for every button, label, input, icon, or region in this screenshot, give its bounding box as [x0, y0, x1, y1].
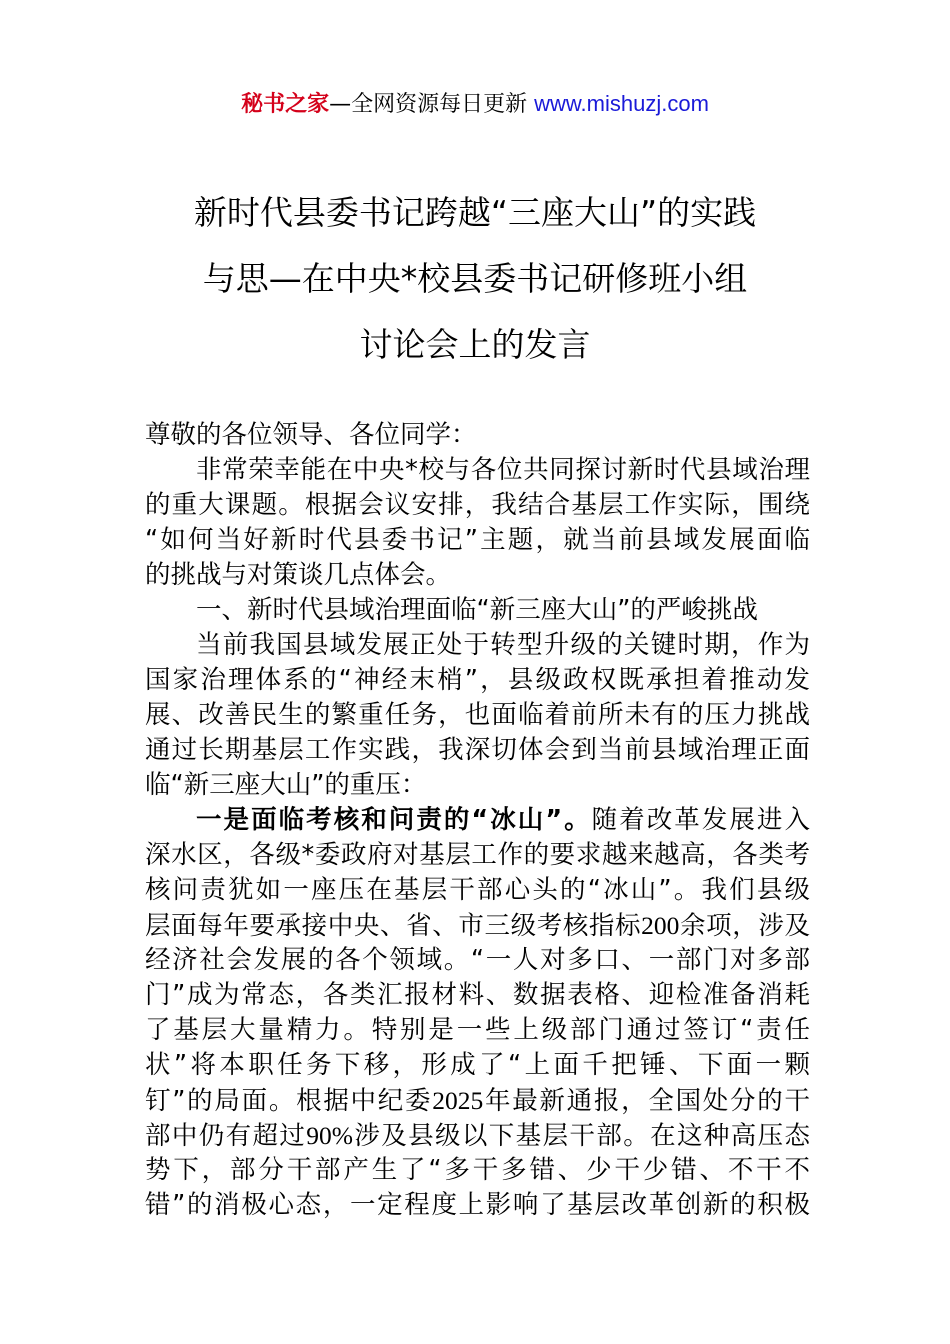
paragraph-line: “如何当好新时代县委书记”主题，就当前县域发展面临	[145, 525, 810, 555]
paragraph-line: 部中仍有超过90%涉及县级以下基层干部。在这种高压态	[145, 1121, 810, 1151]
document-body	[145, 418, 810, 1223]
paragraph-line: 钉”的局面。根据中纪委2025年最新通报，全国处分的干	[145, 1086, 810, 1116]
paragraph-line: 通过长期基层工作实践，我深切体会到当前县域治理正面	[145, 735, 810, 765]
paragraph-line: 一是面临考核和问责的“冰山”。随着改革发展进入	[196, 805, 810, 835]
paragraph-line: 经济社会发展的各个领域。“一人对多口、一部门对多部	[145, 945, 810, 975]
paragraph-line: 势下，部分干部产生了“多干多错、少干少错、不干不	[145, 1155, 810, 1185]
salutation: 尊敬的各位领导、各位同学：	[145, 420, 477, 450]
section-heading: 一、新时代县域治理面临“新三座大山”的严峻挑战	[196, 595, 758, 625]
site-brand: 秘书之家	[241, 92, 330, 117]
paragraph-line: 当前我国县域发展正处于转型升级的关键时期，作为	[196, 630, 810, 660]
paragraph-line: 国家治理体系的“神经末梢”，县级政权既承担着推动发	[145, 665, 810, 695]
paragraph-line: 状”将本职任务下移，形成了“上面千把锤、下面一颗	[145, 1050, 810, 1080]
paragraph-line: 门”成为常态，各类汇报材料、数据表格、迎检准备消耗	[145, 980, 810, 1010]
bold-lead: 一是面临考核和问责的“冰山”。	[196, 805, 592, 835]
title-line: 讨论会上的发言	[359, 325, 591, 364]
paragraph-line: 了基层大量精力。特别是一些上级部门通过签订“责任	[145, 1015, 810, 1045]
percent-value: 90%	[306, 1121, 354, 1150]
paragraph-line: 错”的消极心态，一定程度上影响了基层改革创新的积极	[145, 1190, 810, 1220]
paragraph-line: 的挑战与对策谈几点体会。	[145, 560, 452, 590]
paragraph-line: 临“新三座大山”的重压：	[145, 770, 427, 800]
paragraph-line: 深水区，各级*委政府对基层工作的要求越来越高，各类考	[145, 840, 810, 870]
document-title	[0, 180, 950, 378]
paragraph-line: 非常荣幸能在中央*校与各位共同探讨新时代县域治理	[196, 455, 810, 485]
site-header	[0, 88, 950, 121]
paragraph-line: 层面每年要承接中央、省、市三级考核指标200余项，涉及	[145, 911, 810, 941]
paragraph-line: 核问责犹如一座压在基层干部心头的“冰山”。我们县级	[145, 875, 810, 905]
title-line: 新时代县委书记跨越“三座大山”的实践	[193, 193, 757, 232]
site-url-link[interactable]: www.mishuzj.com	[534, 91, 709, 116]
site-tagline: —全网资源每日更新	[329, 92, 535, 117]
indicator-count: 200	[641, 911, 680, 940]
report-year: 2025	[432, 1086, 484, 1115]
title-line: 与思—在中央*校县委书记研修班小组	[202, 259, 748, 298]
paragraph-line: 的重大课题。根据会议安排，我结合基层工作实际，围绕	[145, 490, 810, 520]
paragraph-line: 展、改善民生的繁重任务，也面临着前所未有的压力挑战	[145, 700, 810, 730]
